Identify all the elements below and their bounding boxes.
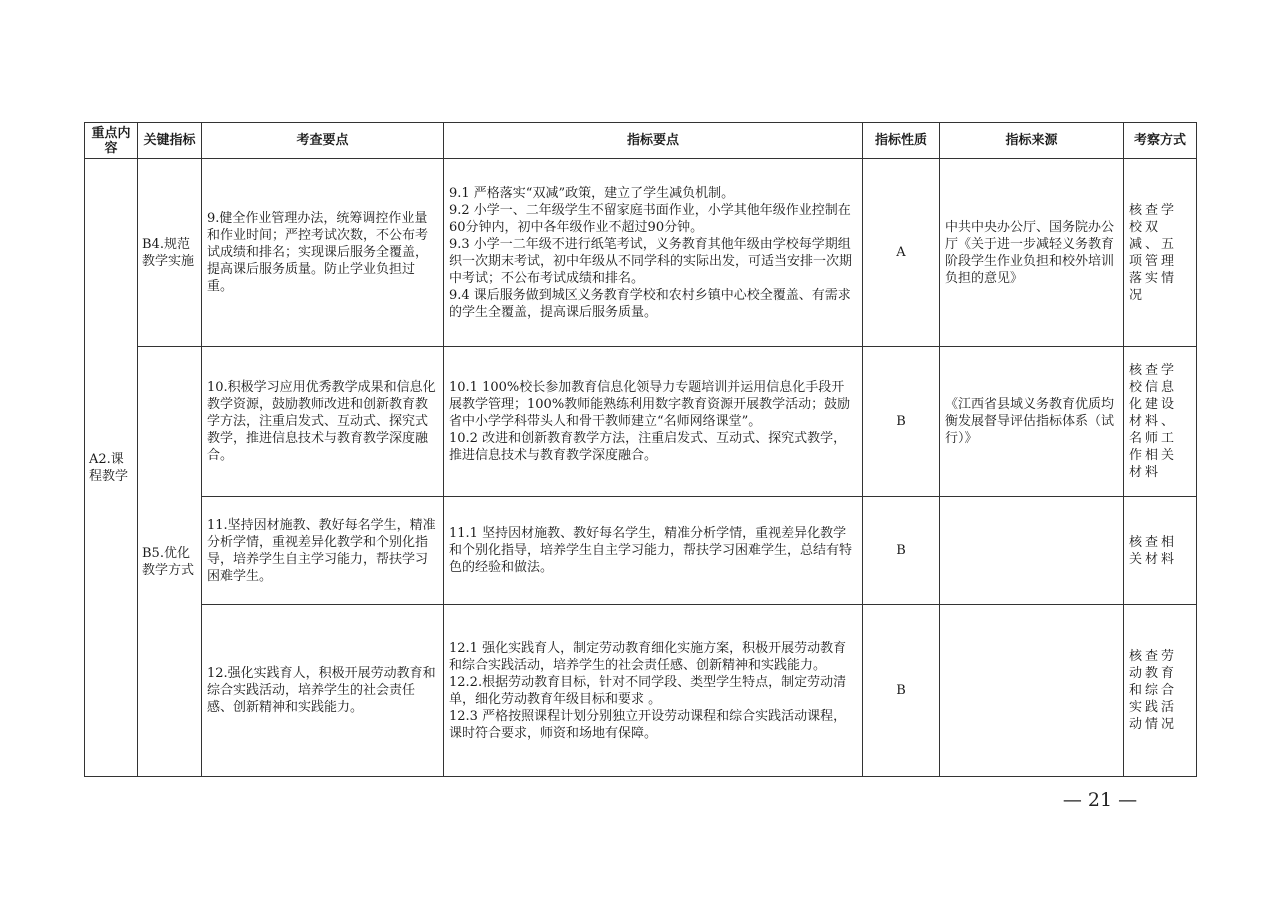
source-cell: 《江西省县域义务教育优质均衡发展督导评估指标体系（试行）》 <box>940 347 1124 497</box>
table-row <box>85 497 1197 605</box>
check-point-cell: 11.坚持因材施教、教好每名学生，精准分析学情，重视差异化教学和个别化指导，培养学生自主学习能力，帮扶学习困难学生。 <box>202 497 444 605</box>
method-cell: 核查劳动教育和综合实践活动情况 <box>1124 605 1197 777</box>
key-indicator-b5: B5.优化教学方式 <box>138 347 202 777</box>
source-cell <box>940 605 1124 777</box>
indicator-point: 9.1 严格落实“双减”政策，建立了学生减负机制。 <box>449 185 735 201</box>
check-point-cell: 12.强化实践育人，积极开展劳动教育和综合实践活动，培养学生的社会责任感、创新精神和实践能力。 <box>202 605 444 777</box>
header-indicator-points: 指标要点 <box>444 123 863 159</box>
indicator-points-cell <box>444 605 863 777</box>
indicator-point: 9.3 小学一二年级不进行纸笔考试，义务教育其他年级由学校每学期组织一次期末考试，初中年级从不同学科的实际出发，可适当安排一次期中考试；不公布考试成绩和排名。 <box>449 236 853 286</box>
focus-cell-a2: A2.课程教学 <box>85 159 138 777</box>
indicator-points-cell <box>444 159 863 347</box>
source-cell: 中共中央办公厅、国务院办公厅《关于进一步减轻义务教育阶段学生作业负担和校外培训负担的意见》 <box>940 159 1124 347</box>
indicator-points-cell <box>444 347 863 497</box>
table-row <box>85 159 1197 347</box>
check-point-cell: 10.积极学习应用优秀教学成果和信息化教学资源，鼓励教师改进和创新教育教学方法，注重启发式、互动式、探究式教学，推进信息技术与教育教学深度融合。 <box>202 347 444 497</box>
header-source: 指标来源 <box>940 123 1124 159</box>
check-point-cell: 9.健全作业管理办法，统筹调控作业量和作业时间；严控考试次数，不公布考试成绩和排名；实现课后服务全覆盖，提高课后服务质量。防止学业负担过重。 <box>202 159 444 347</box>
indicator-point: 9.2 小学一、二年级学生不留家庭书面作业，小学其他年级作业控制在60分钟内，初中各年级作业不超过90分钟。 <box>449 202 851 235</box>
indicator-point: 11.1 坚持因材施教、教好每名学生，精准分析学情，重视差异化教学和个别化指导，培养学生自主学习能力，帮扶学习困难学生，总结有特色的经验和做法。 <box>449 526 853 575</box>
page-number: — 21 — <box>1062 789 1138 811</box>
source-cell <box>940 497 1124 605</box>
indicator-point: 12.2.根据劳动教育目标，针对不同学段、类型学生特点，制定劳动清单，细化劳动教育年级目标和要求 。 <box>449 674 847 707</box>
method-cell: 核查相关材料 <box>1124 497 1197 605</box>
header-key-indicator: 关键指标 <box>138 123 202 159</box>
header-check-points: 考查要点 <box>202 123 444 159</box>
indicator-point: 12.3 严格按照课程计划分别独立开设劳动课程和综合实践活动课程，课时符合要求，师资和场地有保障。 <box>449 708 847 741</box>
nature-cell: B <box>863 605 940 777</box>
evaluation-table <box>84 122 1197 777</box>
table-row <box>85 347 1197 497</box>
header-focus: 重点内容 <box>85 123 138 159</box>
method-cell: 核查学校双减、五项管理落实情况 <box>1124 159 1197 347</box>
method-cell: 核查学校信息化建设材料、名师工作相关材料 <box>1124 347 1197 497</box>
indicator-points-cell <box>444 497 863 605</box>
nature-cell: B <box>863 347 940 497</box>
nature-cell: A <box>863 159 940 347</box>
header-method: 考察方式 <box>1124 123 1197 159</box>
indicator-point: 10.1 100%校长参加教育信息化领导力专题培训并运用信息化手段开展教学管理；100%教师能熟练利用数字教育资源开展教学活动；鼓励省中小学学科带头人和骨干教师建立“名师网络课堂”。 <box>449 380 851 429</box>
nature-cell: B <box>863 497 940 605</box>
header-nature: 指标性质 <box>863 123 940 159</box>
indicator-point: 12.1 强化实践育人，制定劳动教育细化实施方案，积极开展劳动教育和综合实践活动，培养学生的社会责任感、创新精神和实践能力。 <box>449 640 847 673</box>
table-row <box>85 605 1197 777</box>
table-header-row <box>85 123 1197 159</box>
key-indicator-b4: B4.规范教学实施 <box>138 159 202 347</box>
indicator-point: 10.2 改进和创新教育教学方法，注重启发式、互动式、探究式教学，推进信息技术与教育教学深度融合。 <box>449 431 847 463</box>
indicator-point: 9.4 课后服务做到城区义务教育学校和农村乡镇中心校全覆盖、有需求的学生全覆盖，提高课后服务质量。 <box>449 287 851 320</box>
